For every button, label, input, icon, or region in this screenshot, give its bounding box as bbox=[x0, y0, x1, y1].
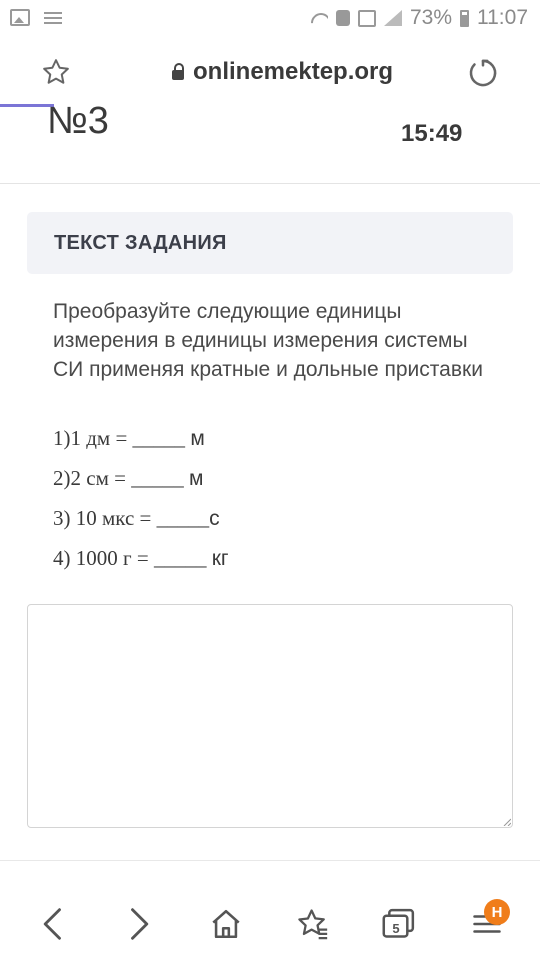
page-load-progress bbox=[0, 104, 54, 107]
divider bbox=[0, 860, 540, 861]
task-item-expr: 1)1 дм = _____ bbox=[53, 426, 191, 450]
task-item bbox=[53, 465, 229, 505]
tabs-count: 5 bbox=[392, 920, 400, 936]
task-number: №3 bbox=[47, 100, 109, 142]
url-text: onlinemektep.org bbox=[193, 58, 394, 85]
status-time: 11:07 bbox=[477, 6, 528, 29]
browser-url-bar bbox=[0, 38, 540, 106]
task-item-expr: 3) 10 мкс = _____ bbox=[53, 506, 210, 530]
section-title: ТЕКСТ ЗАДАНИЯ bbox=[54, 232, 227, 254]
task-description: Преобразуйте следующие единицы измерения в единицы измерения системы СИ применяя кратные и дольные приставки bbox=[53, 300, 483, 381]
address-field[interactable] bbox=[172, 58, 393, 86]
task-text-header bbox=[27, 212, 513, 274]
battery-icon bbox=[460, 10, 469, 27]
tabs-button[interactable] bbox=[379, 904, 419, 944]
timer: 15:49 bbox=[401, 120, 463, 147]
phone-icon bbox=[336, 10, 350, 26]
bookmarks-button[interactable] bbox=[293, 904, 333, 944]
bookmarks-icon bbox=[296, 907, 330, 941]
list-icon bbox=[44, 11, 62, 25]
signal-icon bbox=[384, 10, 402, 26]
resize-grip-icon[interactable] bbox=[503, 818, 511, 826]
home-icon bbox=[209, 907, 243, 941]
home-button[interactable] bbox=[206, 904, 246, 944]
task-item-unit: м bbox=[190, 427, 205, 450]
forward-icon bbox=[126, 907, 152, 941]
lock-icon bbox=[172, 70, 184, 80]
forward-button[interactable] bbox=[119, 904, 159, 944]
task-item-unit: кг bbox=[211, 547, 229, 570]
menu-notification-badge: H bbox=[484, 899, 510, 925]
star-icon bbox=[41, 57, 71, 87]
image-icon bbox=[10, 9, 30, 26]
task-item-unit: м bbox=[188, 467, 204, 490]
signal-box-icon bbox=[358, 10, 376, 27]
back-button[interactable] bbox=[33, 904, 73, 944]
bookmark-star-button[interactable] bbox=[38, 54, 74, 90]
wifi-calling-icon bbox=[310, 11, 328, 25]
divider bbox=[0, 183, 540, 184]
task-item bbox=[53, 545, 229, 585]
status-bar bbox=[0, 0, 540, 38]
browser-bottom-nav bbox=[0, 888, 540, 960]
task-item-expr: 4) 1000 г = _____ bbox=[53, 546, 212, 570]
task-item-unit: с bbox=[209, 507, 220, 530]
back-icon bbox=[40, 907, 66, 941]
task-item bbox=[53, 505, 229, 545]
task-item-expr: 2)2 см = _____ bbox=[53, 466, 189, 490]
task-item bbox=[53, 425, 229, 465]
battery-percent: 73% bbox=[409, 6, 452, 29]
task-items bbox=[53, 425, 229, 585]
reload-icon bbox=[466, 56, 500, 90]
answer-textarea[interactable] bbox=[27, 604, 513, 828]
reload-button[interactable] bbox=[466, 56, 500, 90]
